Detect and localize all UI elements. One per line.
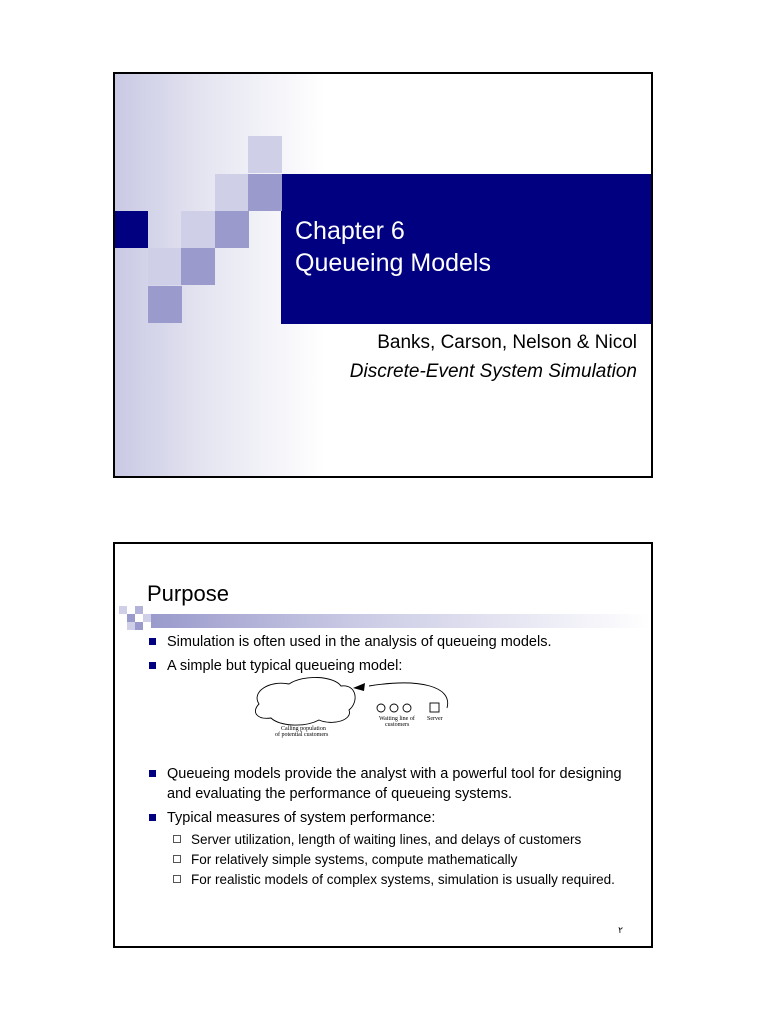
square-bullet-icon — [149, 638, 156, 645]
slide-title: Purpose — [147, 581, 229, 606]
sub-bullet-item: For realistic models of complex systems, simulation is usually required. — [167, 870, 637, 889]
calling-population-label-1: Calling population — [281, 726, 326, 732]
sub-bullet-list — [167, 830, 637, 889]
decor-square — [248, 136, 282, 173]
queueing-model-diagram — [249, 674, 459, 738]
title-slide — [113, 72, 653, 478]
bullet-item: Simulation is often used in the analysis of queueing models. — [147, 632, 637, 652]
waiting-line-label-2: customers — [385, 722, 410, 728]
bullet-item: Typical measures of system performance: Server utilization, length of waiting lines, and delays of customers For relatively simple systems, compute mathematically For realistic models of complex systems, simulation is usually required. — [147, 808, 637, 889]
sub-bullet-item: For relatively simple systems, compute mathematically — [167, 850, 637, 869]
decor-pixel — [127, 622, 135, 630]
waiting-customer-circle — [390, 704, 398, 712]
decor-square — [148, 286, 182, 323]
decor-pixel — [119, 606, 127, 614]
decor-square — [181, 211, 215, 248]
arrow-head — [353, 683, 365, 691]
decor-square — [148, 248, 182, 285]
calling-population-label-2: of potential customers — [275, 732, 329, 738]
bullet-item: A simple but typical queueing model: — [147, 656, 637, 676]
calling-population-cloud — [255, 677, 355, 725]
waiting-line-label-1: Waiting line of — [379, 716, 415, 722]
square-bullet-icon — [149, 662, 156, 669]
bullet-list — [147, 632, 637, 893]
decor-square — [215, 174, 249, 211]
decor-square — [181, 248, 215, 285]
slide-title-topic: Queueing Models — [295, 249, 491, 277]
decor-pixel — [143, 614, 151, 622]
slide-title-chapter: Chapter 6 — [295, 217, 405, 245]
authors: Banks, Carson, Nelson & Nicol — [377, 332, 637, 353]
decor-pixel — [127, 614, 135, 622]
decor-square — [248, 174, 282, 211]
square-bullet-icon — [149, 814, 156, 821]
page-number: ۲ — [618, 925, 623, 935]
hollow-square-bullet-icon — [173, 875, 181, 883]
hollow-square-bullet-icon — [173, 835, 181, 843]
server-label: Server — [427, 716, 443, 722]
waiting-customer-circle — [403, 704, 411, 712]
band-notch — [115, 211, 148, 248]
server-box — [430, 703, 439, 712]
bullet-item: Queueing models provide the analyst with a powerful tool for designing and evaluating the performance of queueing systems. — [147, 764, 637, 804]
purpose-slide — [113, 542, 653, 948]
square-bullet-icon — [149, 770, 156, 777]
decor-pixel — [135, 622, 143, 630]
decor-pixel — [135, 606, 143, 614]
waiting-customer-circle — [377, 704, 385, 712]
decor-square — [215, 211, 249, 248]
title-underline-gradient — [151, 614, 651, 628]
hollow-square-bullet-icon — [173, 855, 181, 863]
book-title: Discrete-Event System Simulation — [349, 361, 637, 382]
sub-bullet-item: Server utilization, length of waiting lines, and delays of customers — [167, 830, 637, 849]
